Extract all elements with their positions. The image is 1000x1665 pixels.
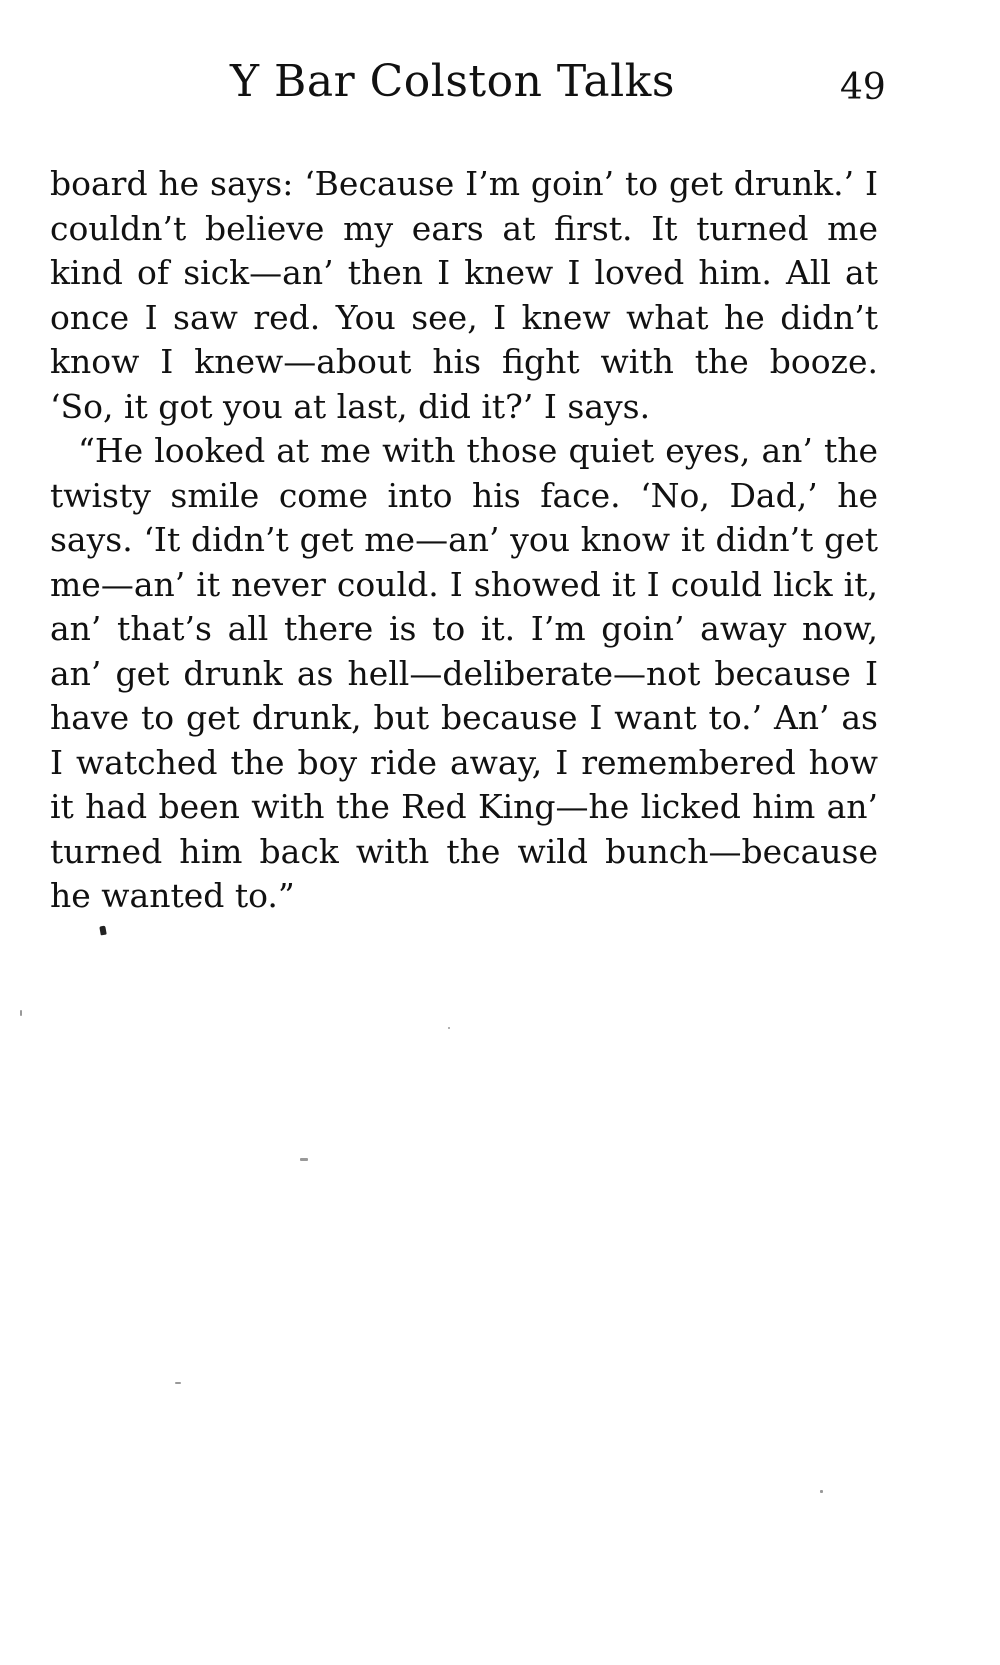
paper-speck	[20, 1010, 22, 1016]
page-number: 49	[840, 67, 886, 108]
paragraph-continued: board he says: ‘Because I’m goin’ to get drunk.’ I couldn’t believe my ears at first. It turned me kind of sick—an’ then I knew I loved him. All at once I saw red. You see, I knew what he didn’t know I knew—about his fight with the booze. ‘So, it got you at last, did it?’ I says.	[50, 164, 878, 426]
running-title: Y Bar Colston Talks	[230, 56, 675, 107]
paper-speck	[175, 1382, 181, 1384]
running-head	[0, 52, 1000, 112]
paper-speck	[820, 1490, 823, 1493]
body-text	[50, 162, 878, 919]
ink-speck	[99, 926, 106, 936]
paragraph: “He looked at me with those quiet eyes, an’ the twisty smile come into his face. ‘No, Dad,’ he says. ‘It didn’t get me—an’ you know it didn’t get me—an’ it never could. I showed it I could lick it, an’ that’s all there is to it. I’m goin’ away now, an’ get drunk as hell—deliberate—not because I have to get drunk, but because I want to.’ An’ as I watched the boy ride away, I remembered how it had been with the Red King—he licked him an’ turned him back with the wild bunch—because he wanted to.”	[50, 431, 878, 915]
paper-speck	[300, 1158, 308, 1161]
paper-speck	[448, 1027, 450, 1029]
